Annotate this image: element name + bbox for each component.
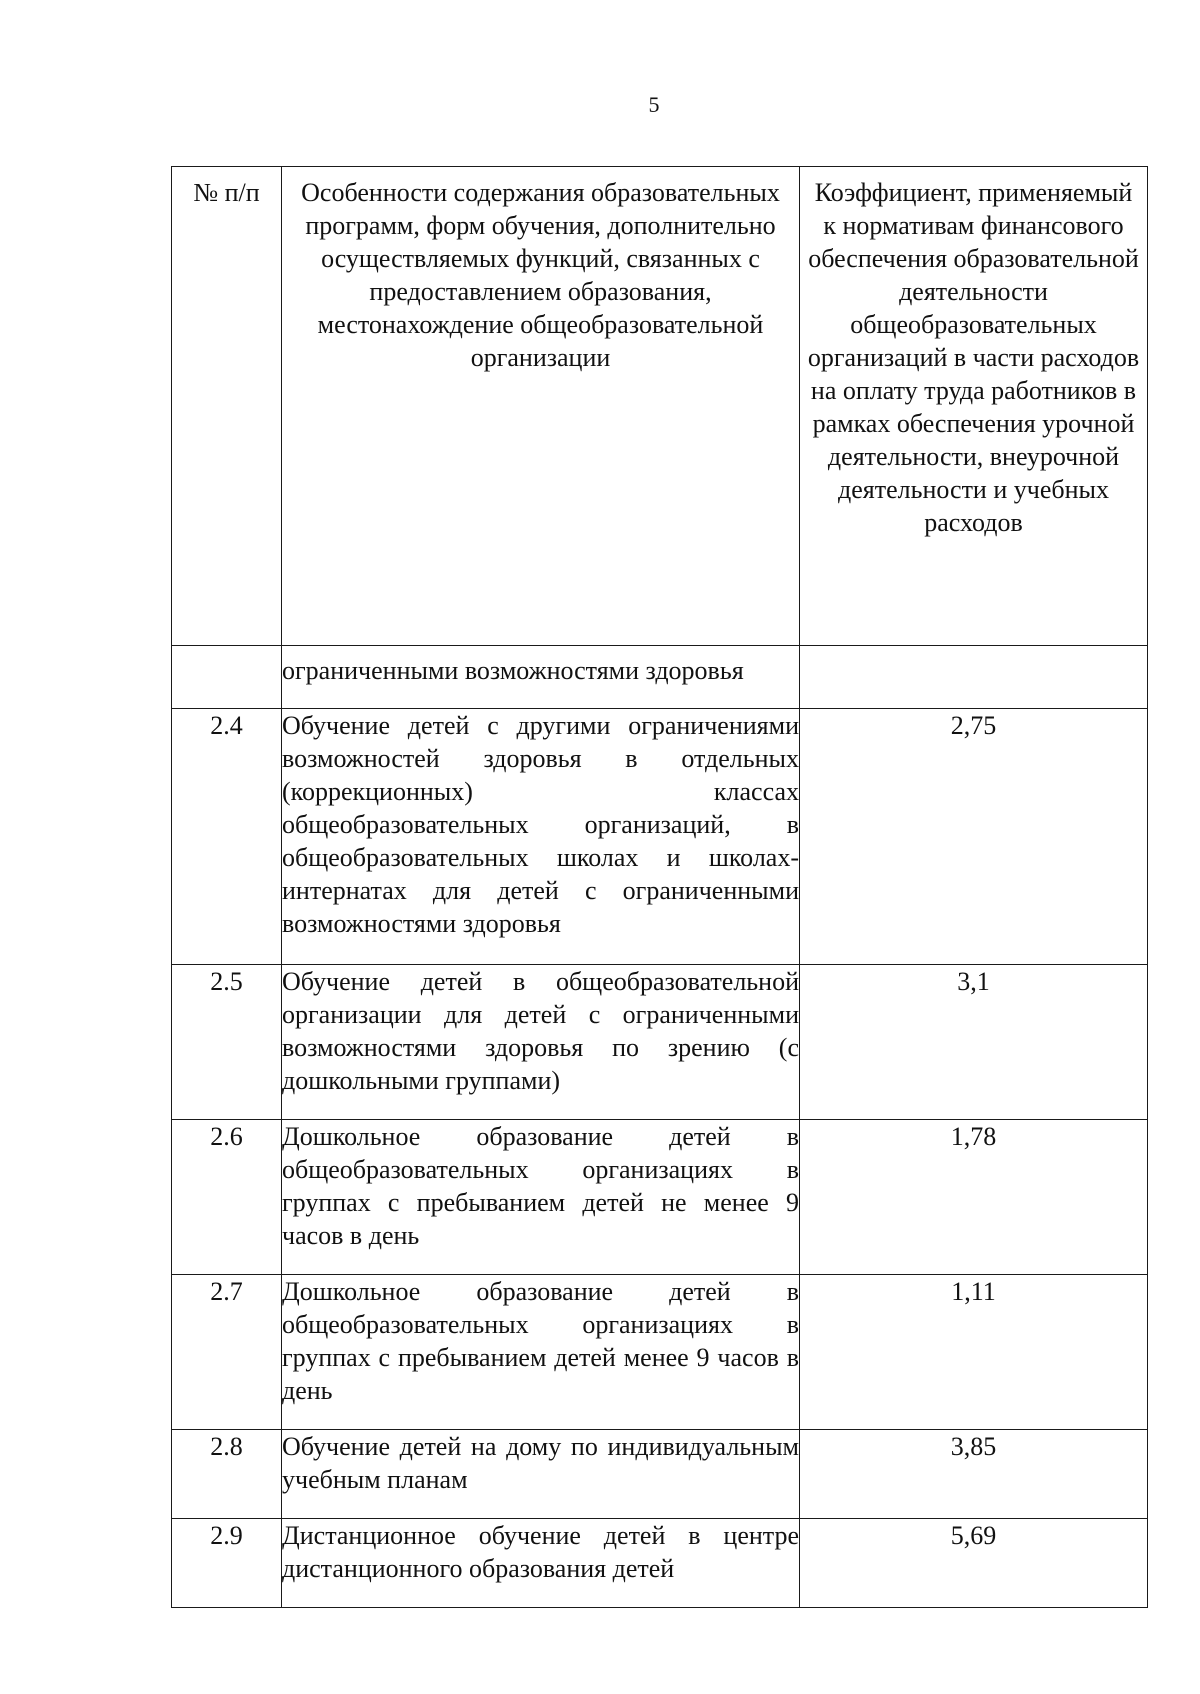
row-description: ограниченными возможностями здоровья bbox=[282, 646, 800, 709]
header-coefficient-cell bbox=[800, 167, 1148, 646]
header-number-cell bbox=[172, 167, 282, 646]
row-number: 2.6 bbox=[172, 1120, 282, 1275]
header-description-cell bbox=[282, 167, 800, 646]
row-coefficient: 5,69 bbox=[800, 1519, 1148, 1608]
row-number: 2.9 bbox=[172, 1519, 282, 1608]
row-number: 2.5 bbox=[172, 965, 282, 1120]
row-description: Дошкольное образование детей в общеобразовательных организациях в группах с пребыванием детей не менее 9 часов в день bbox=[282, 1120, 800, 1275]
table-row bbox=[172, 1519, 1148, 1608]
row-coefficient: 1,78 bbox=[800, 1120, 1148, 1275]
row-description: Дистанционное обучение детей в центре дистанционного образования детей bbox=[282, 1519, 800, 1608]
row-coefficient: 2,75 bbox=[800, 709, 1148, 965]
row-description: Обучение детей на дому по индивидуальным учебным планам bbox=[282, 1430, 800, 1519]
page-number: 5 bbox=[648, 92, 660, 117]
row-number: 2.4 bbox=[172, 709, 282, 965]
row-coefficient: 1,11 bbox=[800, 1275, 1148, 1430]
table-row bbox=[172, 646, 1148, 709]
table-row bbox=[172, 709, 1148, 965]
header-coefficient-label: Коэффициент, применяемый к нормативам финансового обеспечения образовательной деятельности общеобразовательных организаций в части расходов на оплату труда работников в рамках обеспечения урочной деятельности, внеурочной деятельности и учебных расходов bbox=[807, 178, 1140, 537]
row-description: Дошкольное образование детей в общеобразовательных организациях в группах с пребыванием детей менее 9 часов в день bbox=[282, 1275, 800, 1430]
table-row bbox=[172, 1430, 1148, 1519]
header-number-label: № п/п bbox=[193, 178, 260, 207]
table-header-row bbox=[172, 167, 1148, 646]
table-row bbox=[172, 965, 1148, 1120]
row-number bbox=[172, 646, 282, 709]
row-number: 2.7 bbox=[172, 1275, 282, 1430]
row-description: Обучение детей с другими ограничениями возможностей здоровья в отдельных (коррекционных) классах общеобразовательных организаций, в общеобразовательных школах и школах-интернатах для детей с ограниченными возможностями здоровья bbox=[282, 709, 800, 965]
table-row bbox=[172, 1275, 1148, 1430]
header-description-label: Особенности содержания образовательных программ, форм обучения, дополнительно осуществляемых функций, связанных с предоставлением образования, местонахождение общеобразовательной организации bbox=[301, 178, 780, 372]
row-description: Обучение детей в общеобразовательной организации для детей с ограниченными возможностями здоровья по зрению (с дошкольными группами) bbox=[282, 965, 800, 1120]
coefficients-table bbox=[171, 166, 1148, 1608]
row-number: 2.8 bbox=[172, 1430, 282, 1519]
row-coefficient: 3,85 bbox=[800, 1430, 1148, 1519]
table-row bbox=[172, 1120, 1148, 1275]
row-coefficient bbox=[800, 646, 1148, 709]
row-coefficient: 3,1 bbox=[800, 965, 1148, 1120]
